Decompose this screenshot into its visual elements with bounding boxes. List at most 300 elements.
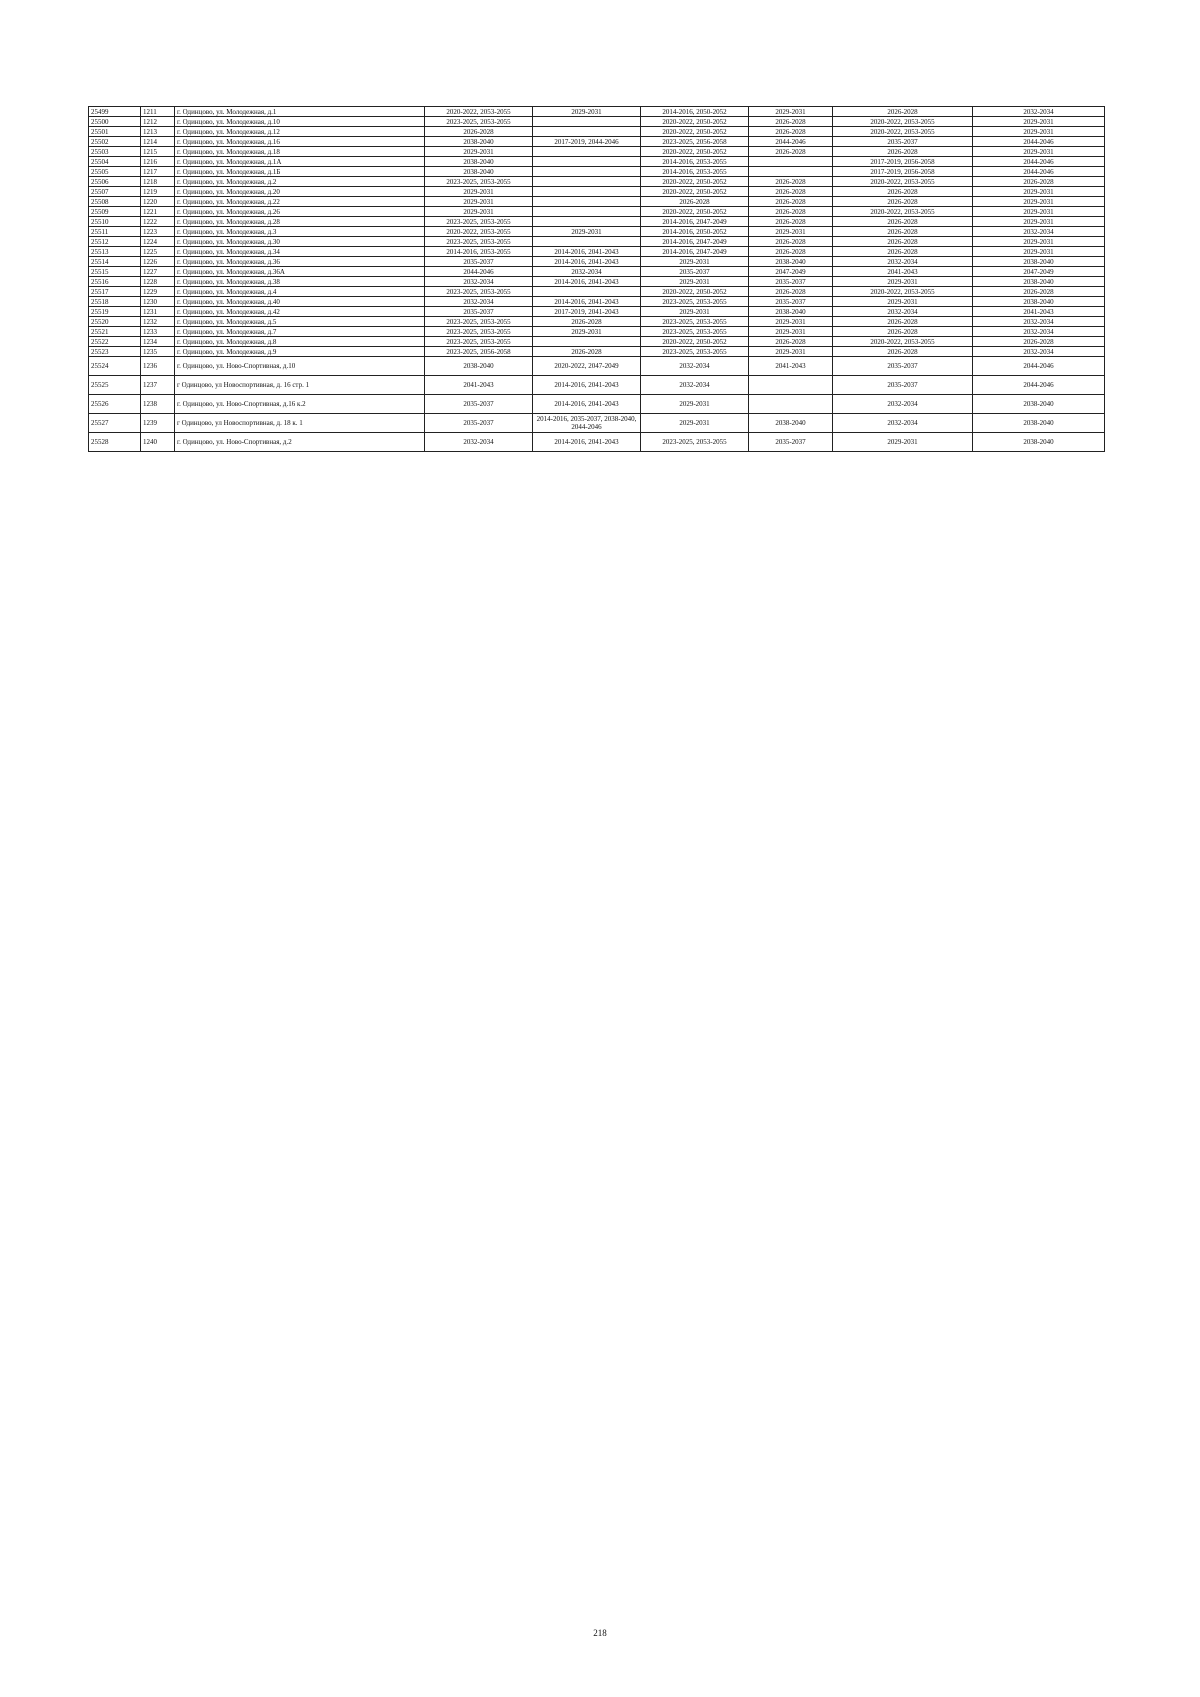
table-cell: 1231: [141, 307, 175, 317]
table-cell: 2020-2022, 2050-2052: [641, 127, 749, 137]
table-cell: 1218: [141, 177, 175, 187]
table-cell: г. Одинцово, ул. Молодежная, д.22: [175, 197, 425, 207]
table-cell: г. Одинцово, ул. Молодежная, д.5: [175, 317, 425, 327]
table-cell: г. Одинцово, ул. Молодежная, д.40: [175, 297, 425, 307]
table-cell: 2032-2034: [833, 257, 973, 267]
table-cell: 2014-2016, 2047-2049: [641, 217, 749, 227]
table-cell: 2029-2031: [973, 127, 1105, 137]
table-cell: 1232: [141, 317, 175, 327]
table-cell: 2023-2025, 2053-2055: [425, 317, 533, 327]
table-cell: 2026-2028: [641, 197, 749, 207]
table-cell: г. Одинцово, ул. Ново-Спортивная, д.2: [175, 433, 425, 452]
table-cell: 2026-2028: [749, 337, 833, 347]
table-cell: 2044-2046: [749, 137, 833, 147]
table-cell: 2035-2037: [833, 137, 973, 147]
table-cell: 25503: [89, 147, 141, 157]
table-cell: 2014-2016, 2050-2052: [641, 107, 749, 117]
table-cell: 2014-2016, 2041-2043: [533, 433, 641, 452]
table-cell: 2026-2028: [749, 237, 833, 247]
table-cell: г. Одинцово, ул. Молодежная, д.42: [175, 307, 425, 317]
table-cell: 2035-2037: [641, 267, 749, 277]
table-cell: [533, 127, 641, 137]
table-cell: 1230: [141, 297, 175, 307]
table-cell: 2020-2022, 2053-2055: [833, 207, 973, 217]
table-cell: г. Одинцово, ул. Молодежная, д.28: [175, 217, 425, 227]
table-cell: 2029-2031: [533, 227, 641, 237]
table-cell: 2023-2025, 2053-2055: [425, 287, 533, 297]
table-cell: 2026-2028: [749, 147, 833, 157]
table-cell: [533, 167, 641, 177]
table-cell: 2026-2028: [749, 207, 833, 217]
table-cell: 2026-2028: [749, 287, 833, 297]
table-cell: 2032-2034: [973, 347, 1105, 357]
table-cell: г. Одинцово, ул. Ново-Спортивная, д.10: [175, 357, 425, 376]
table-cell: 2038-2040: [973, 414, 1105, 433]
table-cell: 2029-2031: [833, 277, 973, 287]
table-cell: 2029-2031: [425, 187, 533, 197]
table-cell: 2029-2031: [641, 277, 749, 287]
table-cell: 2044-2046: [973, 137, 1105, 147]
table-row: [89, 267, 1105, 277]
table-cell: 25504: [89, 157, 141, 167]
table-cell: 1228: [141, 277, 175, 287]
table-cell: 25525: [89, 376, 141, 395]
table-cell: 25527: [89, 414, 141, 433]
table-cell: 2032-2034: [973, 327, 1105, 337]
table-cell: 2017-2019, 2041-2043: [533, 307, 641, 317]
table-cell: 2026-2028: [749, 217, 833, 227]
table-cell: 2023-2025, 2056-2058: [641, 137, 749, 147]
table-cell: 2032-2034: [973, 317, 1105, 327]
table-cell: 2020-2022, 2053-2055: [833, 337, 973, 347]
table-cell: 2044-2046: [973, 376, 1105, 395]
table-cell: [533, 217, 641, 227]
table-cell: 1221: [141, 207, 175, 217]
table-cell: 2020-2022, 2053-2055: [833, 127, 973, 137]
table-cell: [533, 187, 641, 197]
table-cell: 2029-2031: [749, 347, 833, 357]
table-cell: 2029-2031: [833, 433, 973, 452]
table-cell: 2038-2040: [973, 297, 1105, 307]
table-cell: 1216: [141, 157, 175, 167]
table-cell: 2020-2022, 2050-2052: [641, 287, 749, 297]
table-cell: 2026-2028: [749, 127, 833, 137]
table-cell: 1233: [141, 327, 175, 337]
table-cell: 1224: [141, 237, 175, 247]
table-cell: 2014-2016, 2041-2043: [533, 277, 641, 287]
table-row: [89, 107, 1105, 117]
table-cell: 2014-2016, 2053-2055: [641, 167, 749, 177]
table-cell: 2023-2025, 2053-2055: [641, 327, 749, 337]
table-cell: г. Одинцово, ул. Молодежная, д.36А: [175, 267, 425, 277]
table-cell: 2014-2016, 2041-2043: [533, 247, 641, 257]
table-cell: 2020-2022, 2047-2049: [533, 357, 641, 376]
table-row: [89, 357, 1105, 376]
table-cell: г. Одинцово, ул. Молодежная, д.1Б: [175, 167, 425, 177]
table-row: [89, 414, 1105, 433]
table-row: [89, 127, 1105, 137]
table-cell: 2020-2022, 2053-2055: [425, 107, 533, 117]
table-cell: 2026-2028: [833, 107, 973, 117]
table-cell: 2023-2025, 2053-2055: [425, 327, 533, 337]
table-cell: 25505: [89, 167, 141, 177]
table-row: [89, 147, 1105, 157]
table-cell: 2029-2031: [973, 217, 1105, 227]
table-cell: 2044-2046: [973, 157, 1105, 167]
table-cell: 2023-2025, 2053-2055: [641, 317, 749, 327]
table-cell: 2038-2040: [425, 357, 533, 376]
table-cell: 2038-2040: [425, 137, 533, 147]
table-cell: 2026-2028: [833, 327, 973, 337]
table-cell: 2035-2037: [425, 414, 533, 433]
table-cell: 1211: [141, 107, 175, 117]
table-cell: 2014-2016, 2050-2052: [641, 227, 749, 237]
table-cell: 2029-2031: [641, 307, 749, 317]
table-row: [89, 177, 1105, 187]
table-cell: 2044-2046: [425, 267, 533, 277]
table-cell: г. Одинцово, ул. Молодежная, д.4: [175, 287, 425, 297]
table-cell: [533, 287, 641, 297]
table-cell: 1219: [141, 187, 175, 197]
table-row: [89, 317, 1105, 327]
table-cell: 25520: [89, 317, 141, 327]
table-cell: [749, 157, 833, 167]
table-cell: 2026-2028: [749, 187, 833, 197]
table-cell: 1225: [141, 247, 175, 257]
table-cell: 25519: [89, 307, 141, 317]
table-cell: 2026-2028: [833, 237, 973, 247]
table-cell: 2020-2022, 2053-2055: [833, 287, 973, 297]
table-cell: 25499: [89, 107, 141, 117]
table-cell: 25508: [89, 197, 141, 207]
table-cell: [533, 117, 641, 127]
table-cell: 25511: [89, 227, 141, 237]
table-cell: 1235: [141, 347, 175, 357]
table-cell: [749, 376, 833, 395]
table-row: [89, 327, 1105, 337]
table-cell: 2023-2025, 2053-2055: [425, 237, 533, 247]
table-cell: 2026-2028: [533, 347, 641, 357]
table-row: [89, 197, 1105, 207]
table-cell: 2014-2016, 2041-2043: [533, 395, 641, 414]
table-cell: 2023-2025, 2053-2055: [641, 433, 749, 452]
table-row: [89, 337, 1105, 347]
table-row: [89, 297, 1105, 307]
table-cell: 2023-2025, 2053-2055: [425, 117, 533, 127]
table-cell: 25509: [89, 207, 141, 217]
table-cell: 2023-2025, 2056-2058: [425, 347, 533, 357]
table-cell: 1214: [141, 137, 175, 147]
table-cell: 2020-2022, 2050-2052: [641, 177, 749, 187]
table-cell: 2017-2019, 2056-2058: [833, 167, 973, 177]
table-cell: 25515: [89, 267, 141, 277]
table-cell: 1222: [141, 217, 175, 227]
table-row: [89, 347, 1105, 357]
table-cell: 2035-2037: [425, 257, 533, 267]
table-cell: г. Одинцово, ул. Молодежная, д.3: [175, 227, 425, 237]
table-cell: 2026-2028: [749, 117, 833, 127]
table-cell: г Одинцово, ул Новоспортивная, д. 16 стр. 1: [175, 376, 425, 395]
table-cell: 2029-2031: [533, 107, 641, 117]
table-cell: 2026-2028: [833, 317, 973, 327]
table-cell: 25507: [89, 187, 141, 197]
table-cell: 2029-2031: [973, 237, 1105, 247]
table-cell: [533, 197, 641, 207]
table-cell: 2020-2022, 2050-2052: [641, 117, 749, 127]
table-cell: [533, 207, 641, 217]
table-cell: 2029-2031: [973, 187, 1105, 197]
table-cell: г. Одинцово, ул. Молодежная, д.1: [175, 107, 425, 117]
table-cell: г Одинцово, ул Новоспортивная, д. 18 к. 1: [175, 414, 425, 433]
table-cell: 2026-2028: [833, 187, 973, 197]
table-cell: 1212: [141, 117, 175, 127]
table-cell: г. Одинцово, ул. Молодежная, д.2: [175, 177, 425, 187]
table-cell: 2023-2025, 2053-2055: [641, 297, 749, 307]
table-cell: 25500: [89, 117, 141, 127]
table-cell: г. Одинцово, ул. Молодежная, д.9: [175, 347, 425, 357]
table-cell: 1227: [141, 267, 175, 277]
table-row: [89, 187, 1105, 197]
table-row: [89, 247, 1105, 257]
table-cell: 25523: [89, 347, 141, 357]
table-cell: 2029-2031: [833, 297, 973, 307]
table-row: [89, 287, 1105, 297]
table-cell: 2023-2025, 2053-2055: [641, 347, 749, 357]
table-cell: 2020-2022, 2050-2052: [641, 187, 749, 197]
table-cell: 25514: [89, 257, 141, 267]
table-row: [89, 237, 1105, 247]
table-cell: 2029-2031: [973, 247, 1105, 257]
table-cell: 2044-2046: [973, 357, 1105, 376]
table-cell: 2029-2031: [641, 414, 749, 433]
table-cell: 2026-2028: [425, 127, 533, 137]
table-cell: 2035-2037: [749, 277, 833, 287]
table-cell: 2038-2040: [425, 167, 533, 177]
page-number: 218: [593, 1628, 607, 1638]
table-cell: 2035-2037: [833, 357, 973, 376]
table-cell: г. Одинцово, ул. Молодежная, д.16: [175, 137, 425, 147]
table-cell: 2026-2028: [833, 197, 973, 207]
table-cell: г. Одинцово, ул. Ново-Спортивная, д.16 к.2: [175, 395, 425, 414]
table-cell: 2014-2016, 2053-2055: [425, 247, 533, 257]
table-cell: 2023-2025, 2053-2055: [425, 177, 533, 187]
table-row: [89, 277, 1105, 287]
table-cell: 2014-2016, 2035-2037, 2038-2040, 2044-2046: [533, 414, 641, 433]
table-cell: 2032-2034: [833, 414, 973, 433]
table-cell: 2029-2031: [749, 327, 833, 337]
table-cell: г. Одинцово, ул. Молодежная, д.30: [175, 237, 425, 247]
schedule-table: [88, 106, 1105, 452]
table-cell: 1213: [141, 127, 175, 137]
table-cell: 2029-2031: [533, 327, 641, 337]
table-cell: г. Одинцово, ул. Молодежная, д.10: [175, 117, 425, 127]
table-cell: 2023-2025, 2053-2055: [425, 337, 533, 347]
table-row: [89, 137, 1105, 147]
table-cell: 2029-2031: [749, 107, 833, 117]
table-cell: 2029-2031: [973, 147, 1105, 157]
table-cell: 2038-2040: [973, 277, 1105, 287]
table-cell: г. Одинцово, ул. Молодежная, д.18: [175, 147, 425, 157]
table-cell: 2020-2022, 2053-2055: [833, 117, 973, 127]
table-cell: 2029-2031: [641, 395, 749, 414]
table-cell: 25528: [89, 433, 141, 452]
table-cell: 25524: [89, 357, 141, 376]
table-cell: 1240: [141, 433, 175, 452]
table-cell: 25517: [89, 287, 141, 297]
table-cell: [749, 167, 833, 177]
table-cell: [533, 147, 641, 157]
table-cell: 2026-2028: [533, 317, 641, 327]
table-cell: 1236: [141, 357, 175, 376]
table-cell: 2029-2031: [749, 317, 833, 327]
table-cell: 2038-2040: [973, 433, 1105, 452]
table-cell: 2032-2034: [833, 307, 973, 317]
table-cell: 2023-2025, 2053-2055: [425, 217, 533, 227]
table-cell: 1238: [141, 395, 175, 414]
table-cell: 2026-2028: [749, 177, 833, 187]
table-cell: 2020-2022, 2050-2052: [641, 147, 749, 157]
table-cell: 2029-2031: [425, 147, 533, 157]
table-cell: г. Одинцово, ул. Молодежная, д.7: [175, 327, 425, 337]
table-cell: [533, 157, 641, 167]
table-cell: 2032-2034: [973, 227, 1105, 237]
table-cell: 2026-2028: [749, 197, 833, 207]
table-row: [89, 217, 1105, 227]
table-cell: 2017-2019, 2056-2058: [833, 157, 973, 167]
table-cell: 2026-2028: [973, 177, 1105, 187]
table-cell: 2026-2028: [833, 227, 973, 237]
table-cell: 2026-2028: [973, 287, 1105, 297]
table-cell: [749, 395, 833, 414]
table-cell: 2032-2034: [425, 433, 533, 452]
table-cell: 25518: [89, 297, 141, 307]
table-cell: 2032-2034: [425, 277, 533, 287]
table-cell: 25506: [89, 177, 141, 187]
table-cell: 2047-2049: [749, 267, 833, 277]
table-row: [89, 157, 1105, 167]
table-cell: 2041-2043: [749, 357, 833, 376]
table-cell: 2032-2034: [641, 357, 749, 376]
table-cell: 2038-2040: [973, 395, 1105, 414]
table-cell: г. Одинцово, ул. Молодежная, д.12: [175, 127, 425, 137]
table-cell: 2026-2028: [973, 337, 1105, 347]
table-cell: 1229: [141, 287, 175, 297]
table-cell: 2038-2040: [425, 157, 533, 167]
table-cell: 2014-2016, 2047-2049: [641, 237, 749, 247]
table-cell: 2026-2028: [833, 147, 973, 157]
table-cell: 25512: [89, 237, 141, 247]
table-row: [89, 167, 1105, 177]
table-cell: 2038-2040: [749, 414, 833, 433]
table-cell: 2029-2031: [973, 207, 1105, 217]
table-cell: [533, 177, 641, 187]
table-cell: 2041-2043: [833, 267, 973, 277]
table-row: [89, 376, 1105, 395]
table-cell: 2035-2037: [425, 307, 533, 317]
table-cell: 2014-2016, 2041-2043: [533, 297, 641, 307]
table-cell: 25502: [89, 137, 141, 147]
table-cell: [533, 337, 641, 347]
table-cell: 25526: [89, 395, 141, 414]
table-cell: 2029-2031: [749, 227, 833, 237]
table-row: [89, 207, 1105, 217]
table-cell: 25513: [89, 247, 141, 257]
table-cell: 2014-2016, 2041-2043: [533, 376, 641, 395]
table-row: [89, 395, 1105, 414]
table-cell: 2026-2028: [833, 247, 973, 257]
table-cell: 1239: [141, 414, 175, 433]
table-cell: 2035-2037: [749, 433, 833, 452]
table-cell: 2014-2016, 2041-2043: [533, 257, 641, 267]
table-cell: г. Одинцово, ул. Молодежная, д.8: [175, 337, 425, 347]
table-cell: 2020-2022, 2050-2052: [641, 207, 749, 217]
table-cell: 1220: [141, 197, 175, 207]
table-cell: 25522: [89, 337, 141, 347]
table-cell: 1234: [141, 337, 175, 347]
table-cell: 2020-2022, 2053-2055: [425, 227, 533, 237]
table-cell: г. Одинцово, ул. Молодежная, д.34: [175, 247, 425, 257]
table-cell: 1237: [141, 376, 175, 395]
table-row: [89, 117, 1105, 127]
table-cell: 2026-2028: [833, 347, 973, 357]
table-cell: 25521: [89, 327, 141, 337]
table-cell: 1223: [141, 227, 175, 237]
table-cell: 2029-2031: [973, 197, 1105, 207]
table-cell: 2035-2037: [749, 297, 833, 307]
table-cell: 25510: [89, 217, 141, 227]
table-cell: г. Одинцово, ул. Молодежная, д.36: [175, 257, 425, 267]
table-row: [89, 257, 1105, 267]
table-cell: 2038-2040: [973, 257, 1105, 267]
table-cell: 2020-2022, 2050-2052: [641, 337, 749, 347]
table-row: [89, 227, 1105, 237]
table-cell: 2014-2016, 2047-2049: [641, 247, 749, 257]
table-cell: г. Одинцово, ул. Молодежная, д.1А: [175, 157, 425, 167]
table-cell: 2017-2019, 2044-2046: [533, 137, 641, 147]
table-cell: 1215: [141, 147, 175, 157]
table-cell: 2041-2043: [973, 307, 1105, 317]
table-cell: 1226: [141, 257, 175, 267]
table-cell: 2029-2031: [973, 117, 1105, 127]
table-cell: 2029-2031: [425, 207, 533, 217]
table-cell: 2020-2022, 2053-2055: [833, 177, 973, 187]
table-cell: 2032-2034: [833, 395, 973, 414]
table-cell: г. Одинцово, ул. Молодежная, д.38: [175, 277, 425, 287]
table-cell: г. Одинцово, ул. Молодежная, д.20: [175, 187, 425, 197]
table-cell: 2032-2034: [425, 297, 533, 307]
table-cell: 1217: [141, 167, 175, 177]
table-row: [89, 307, 1105, 317]
table-cell: 2014-2016, 2053-2055: [641, 157, 749, 167]
table-row: [89, 433, 1105, 452]
table-cell: 2029-2031: [425, 197, 533, 207]
table-cell: 2041-2043: [425, 376, 533, 395]
table-cell: 25516: [89, 277, 141, 287]
table-cell: 2047-2049: [973, 267, 1105, 277]
table-cell: [533, 237, 641, 247]
table-cell: 2044-2046: [973, 167, 1105, 177]
table-cell: 2026-2028: [749, 247, 833, 257]
table-cell: 2032-2034: [973, 107, 1105, 117]
table-cell: 2038-2040: [749, 257, 833, 267]
table-cell: 2026-2028: [833, 217, 973, 227]
table-cell: 2032-2034: [641, 376, 749, 395]
table-cell: 2035-2037: [425, 395, 533, 414]
table-cell: г. Одинцово, ул. Молодежная, д.26: [175, 207, 425, 217]
table-cell: 2029-2031: [641, 257, 749, 267]
table-cell: 25501: [89, 127, 141, 137]
table-cell: 2038-2040: [749, 307, 833, 317]
